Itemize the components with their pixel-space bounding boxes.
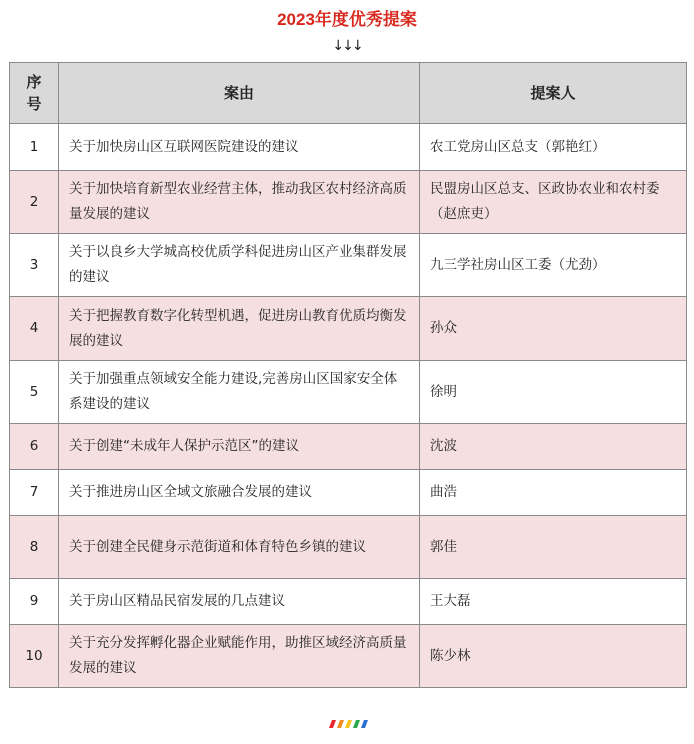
row-subject: 关于创建全民健身示范街道和体育特色乡镇的建议 (59, 516, 420, 579)
row-number: 3 (10, 234, 59, 297)
row-proposer: 孙众 (420, 297, 687, 361)
table-row (10, 516, 687, 579)
row-subject: 关于把握教育数字化转型机遇，促进房山教育优质均衡发展的建议 (59, 297, 420, 361)
row-number: 7 (10, 470, 59, 516)
row-proposer: 沈波 (420, 424, 687, 470)
row-proposer: 农工党房山区总支（郭艳红） (420, 124, 687, 171)
table-row (10, 234, 687, 297)
row-proposer: 王大磊 (420, 579, 687, 625)
header-proposer: 提案人 (420, 63, 687, 124)
color-stripe (345, 720, 352, 728)
row-proposer: 曲浩 (420, 470, 687, 516)
row-subject: 关于充分发挥孵化器企业赋能作用，助推区域经济高质量发展的建议 (59, 625, 420, 688)
header-number (10, 63, 59, 124)
row-number: 1 (10, 124, 59, 171)
row-subject: 关于创建“未成年人保护示范区”的建议 (59, 424, 420, 470)
table-row (10, 579, 687, 625)
row-number: 8 (10, 516, 59, 579)
color-stripes-icon (327, 719, 371, 729)
row-subject: 关于以良乡大学城高校优质学科促进房山区产业集群发展的建议 (59, 234, 420, 297)
row-subject: 关于房山区精品民宿发展的几点建议 (59, 579, 420, 625)
table-row (10, 470, 687, 516)
table-header-row (10, 63, 687, 124)
table-row (10, 297, 687, 361)
table-row (10, 361, 687, 424)
down-arrows-icon: ↓↓↓ (332, 38, 362, 54)
row-number: 6 (10, 424, 59, 470)
row-proposer: 郭佳 (420, 516, 687, 579)
row-number: 2 (10, 171, 59, 234)
color-stripe (353, 720, 360, 728)
table-row (10, 625, 687, 688)
row-number: 9 (10, 579, 59, 625)
row-proposer: 九三学社房山区工委（尤劲） (420, 234, 687, 297)
stripe-group (329, 720, 368, 728)
row-subject: 关于加强重点领域安全能力建设,完善房山区国家安全体系建设的建议 (59, 361, 420, 424)
color-stripe (337, 720, 344, 728)
table-row (10, 124, 687, 171)
table-row (10, 424, 687, 470)
table-row (10, 171, 687, 234)
color-stripe (329, 720, 336, 728)
row-number: 4 (10, 297, 59, 361)
row-subject: 关于推进房山区全域文旅融合发展的建议 (59, 470, 420, 516)
row-proposer: 徐明 (420, 361, 687, 424)
header-number-label: 序号 (26, 73, 42, 113)
page-title: 2023年度优秀提案 (277, 10, 417, 29)
proposals-table (9, 62, 687, 688)
header-subject: 案由 (59, 63, 420, 124)
row-subject: 关于加快培育新型农业经营主体，推动我区农村经济高质量发展的建议 (59, 171, 420, 234)
row-number: 10 (10, 625, 59, 688)
color-stripe (361, 720, 368, 728)
row-number: 5 (10, 361, 59, 424)
row-subject: 关于加快房山区互联网医院建设的建议 (59, 124, 420, 171)
row-proposer: 陈少林 (420, 625, 687, 688)
row-proposer: 民盟房山区总支、区政协农业和农村委（赵庶吏） (420, 171, 687, 234)
